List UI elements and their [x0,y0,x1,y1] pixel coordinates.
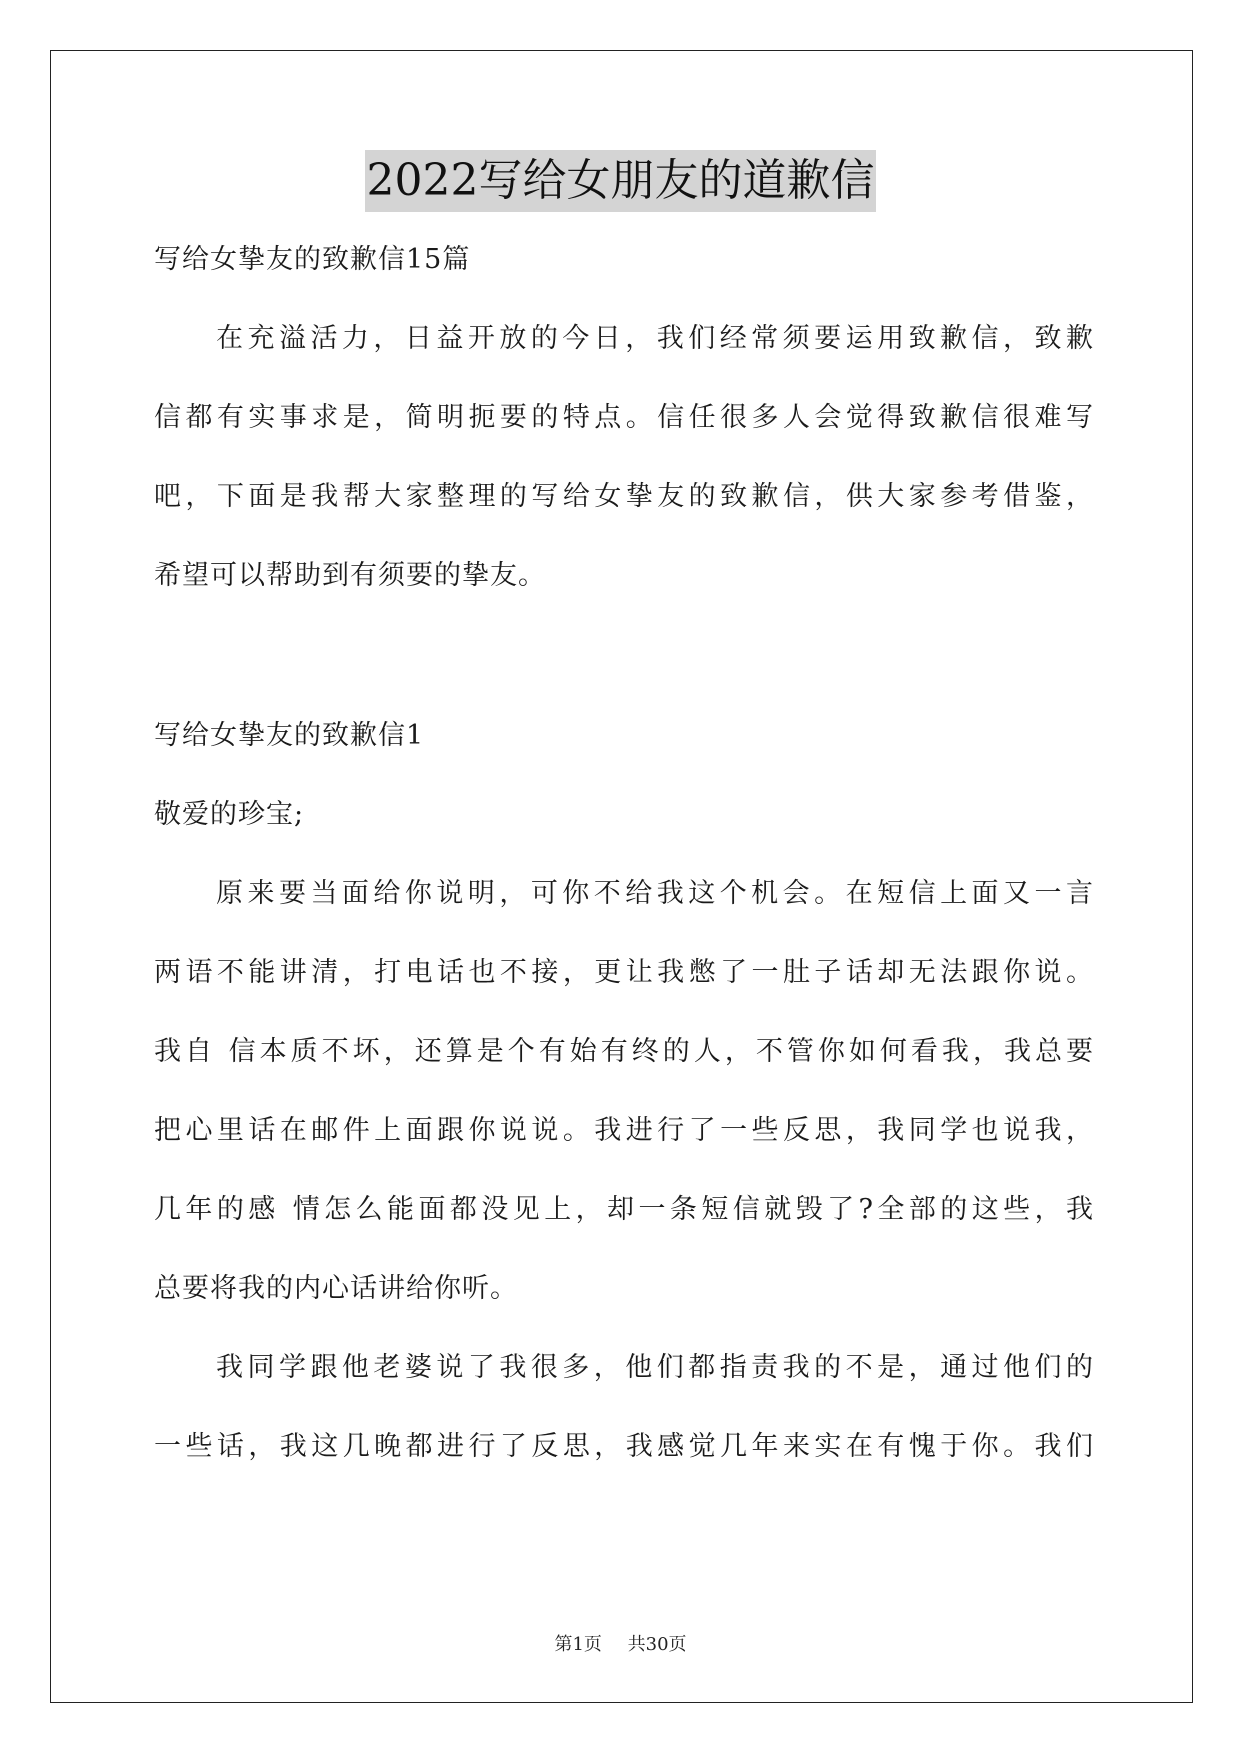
section-heading: 写给女挚友的致歉信1 [154,720,425,751]
paragraph-line: 一些话，我这几晚都进行了反思，我感觉几年来实在有愧于你。我们 [154,1431,1094,1462]
paragraph-line: 把心里话在邮件上面跟你说说。我进行了一些反思，我同学也说我， [154,1115,1094,1146]
paragraph-line: 总要将我的内心话讲给你听。 [154,1273,518,1304]
paragraph-line: 几年的感 情怎么能面都没见上，却一条短信就毁了?全部的这些，我 [154,1194,1094,1225]
subtitle-line: 写给女挚友的致歉信15篇 [154,244,471,275]
document-title: 2022写给女朋友的道歉信 [365,150,877,212]
paragraph-line: 两语不能讲清，打电话也不接，更让我憋了一肚子话却无法跟你说。 [154,957,1094,988]
page-footer [0,1630,1241,1656]
document-body [154,232,1094,1498]
salutation-line: 敬爱的珍宝; [154,799,305,830]
paragraph-line: 吧，下面是我帮大家整理的写给女挚友的致歉信，供大家参考借鉴， [154,481,1094,512]
spacer [154,627,1094,708]
paragraph-line: 在充溢活力，日益开放的今日，我们经常须要运用致歉信，致歉 [216,323,1094,354]
paragraph-line: 我同学跟他老婆说了我很多，他们都指责我的不是，通过他们的 [216,1352,1094,1383]
page-number: 第1页 [554,1634,602,1655]
page-total: 共30页 [627,1634,687,1655]
paragraph-line: 信都有实事求是，简明扼要的特点。信任很多人会觉得致歉信很难写 [154,402,1094,433]
paragraph-line: 我自 信本质不坏，还算是个有始有终的人，不管你如何看我，我总要 [154,1036,1094,1067]
paragraph-line: 希望可以帮助到有须要的挚友。 [154,560,546,591]
title-wrap [0,150,1241,212]
paragraph-line: 原来要当面给你说明，可你不给我这个机会。在短信上面又一言 [216,878,1094,909]
